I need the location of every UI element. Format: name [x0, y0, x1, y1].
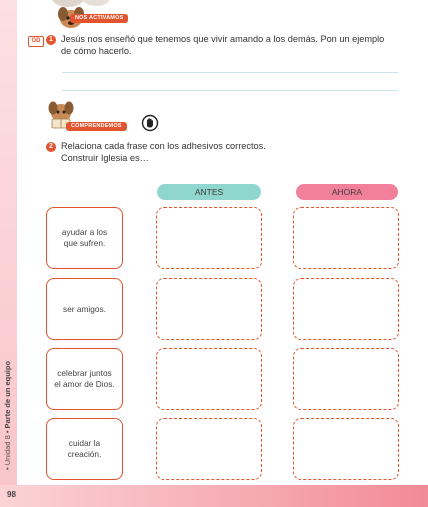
sticker-slot-antes-3[interactable]	[156, 348, 262, 410]
phrase-2-line1: ser amigos.	[63, 303, 106, 314]
question-1-text	[61, 34, 384, 57]
question-1-line1: Jesús nos enseñó que tenemos que vivir amando a los demás. Pon un ejemplo	[61, 34, 385, 44]
question-1-line2: de cómo hacerlo.	[61, 45, 132, 56]
phrase-box-2	[46, 278, 123, 340]
question-2-text	[61, 141, 266, 164]
sticker-slot-antes-2[interactable]	[156, 278, 262, 340]
badge-od: OD	[28, 36, 44, 47]
sticker-slot-ahora-3[interactable]	[293, 348, 399, 410]
page-number: 98	[7, 490, 16, 499]
phrase-1-line1: ayudar a los	[61, 227, 108, 237]
phrase-4-line1: cuidar la	[68, 438, 101, 448]
section-tag-comprendemos: COMPRENDEMOS	[66, 122, 127, 131]
sticker-slot-ahora-1[interactable]	[293, 207, 399, 269]
phrase-1-line2: que sufren.	[63, 238, 106, 248]
phrase-3-line2: el amor de Dios.	[54, 379, 115, 389]
section-tag-activamos: NOS ACTIVAMOS	[70, 14, 128, 23]
sticker-slot-antes-4[interactable]	[156, 418, 262, 480]
sticker-hand-icon	[141, 114, 159, 132]
question-number-2: 2	[46, 142, 56, 152]
running-header: • Unidad 8 • Parte de un equipo	[3, 360, 12, 470]
sticker-slot-ahora-2[interactable]	[293, 278, 399, 340]
phrase-box-3	[46, 348, 123, 410]
answer-line-2[interactable]	[62, 90, 398, 91]
sticker-slot-ahora-4[interactable]	[293, 418, 399, 480]
column-header-ahora: AHORA	[296, 184, 398, 200]
phrase-box-4	[46, 418, 123, 480]
phrase-box-1	[46, 207, 123, 269]
column-header-antes: ANTES	[157, 184, 261, 200]
bottom-bar	[0, 485, 428, 507]
phrase-4-line2: creación.	[67, 449, 102, 459]
unit-label: Unidad 8	[3, 435, 12, 466]
question-2-line2: Construir Iglesia es…	[61, 152, 149, 163]
question-number-1: 1	[46, 35, 56, 45]
answer-line-1[interactable]	[62, 72, 398, 73]
unit-title: Parte de un equipo	[3, 360, 12, 429]
question-2-line1: Relaciona cada frase con los adhesivos correctos.	[61, 141, 266, 151]
sticker-slot-antes-1[interactable]	[156, 207, 262, 269]
phrase-3-line1: celebrar juntos	[57, 368, 112, 378]
